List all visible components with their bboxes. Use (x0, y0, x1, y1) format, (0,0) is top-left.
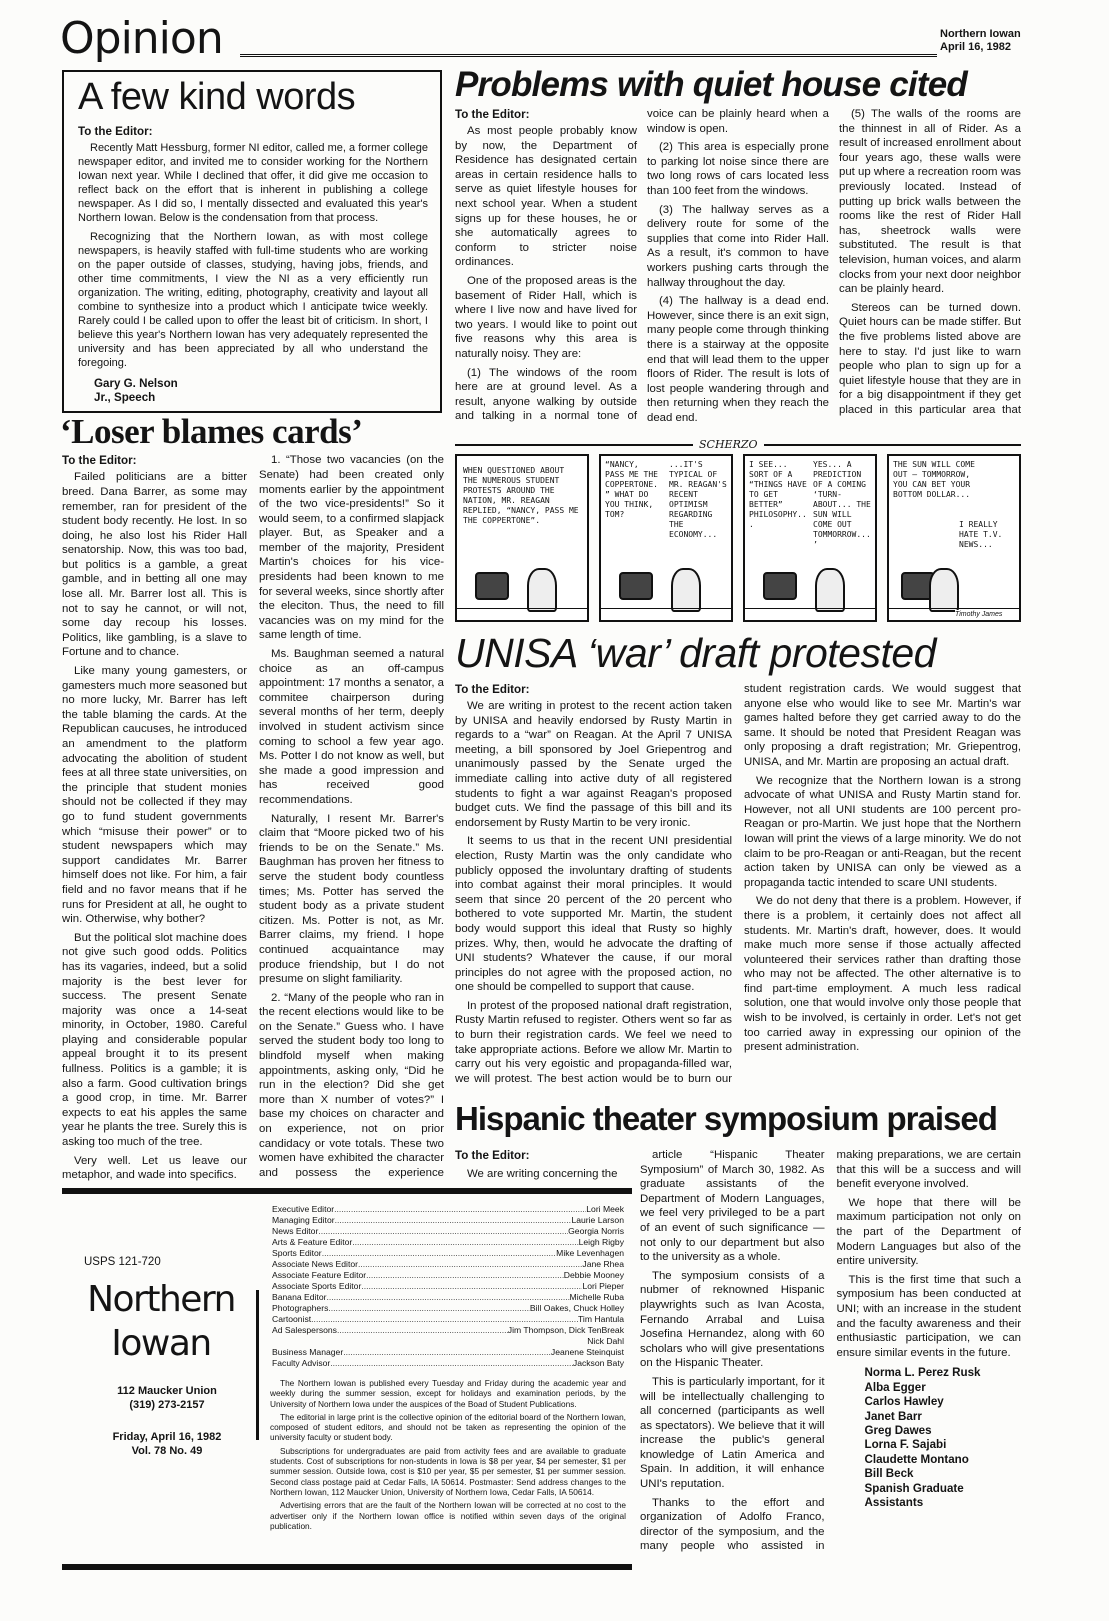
leader-dots (330, 1358, 573, 1369)
staff-list (272, 1204, 624, 1369)
paragraph: We do not deny that there is a problem. However, if there is a problem, it certainly does not affect all students. Mr. Martin's draft, however, does. It would make much more sense if those actually affected volunteered their services rather than drafting those who may not be affected. The other alternative is to find part-time employment. A much less radical solution, one that would involve only those people that wish to be involved, is certainly in order. Let's not get too carried away in expressing our opinion of the present administration. (744, 895, 1021, 1054)
paragraph: Stereos can be turned down. Quiet hours can be made stiffer. But the five problems listed above are here to stay. I'd just like to warn people who plan to sign up for a quiet lifestyle house that they are in for a big disappointment if they get placed in this particular area that (839, 301, 1021, 416)
paragraph: 2. “Many of the people who ran in the recent elections would like to be on the Senate.” Guess who. I have served the student body too long to blindfold myself when making appointments, asking only, “Did he run in the election? Did she get more than X number of votes?” I base my choices on character and on experience, not on prior candidacy or vote totals. These two women have exhibited the character and possess the experience (259, 991, 444, 1179)
staff-role: Associate News Editor (272, 1259, 358, 1269)
paragraph: Recently Matt Hessburg, former NI editor, called me, a former college newspaper editor, and invited me to consider working for the Northern Iowan next year. While I declined that offer, it did give me occasion to reflect back on the effort that is inherent in publishing a college newspaper. As I did so, I mentally dissected and evaluated this year's Northern Iowan. Below is the condensation from that process. (78, 142, 428, 225)
speech-text: I REALLY HATE T.V. NEWS... (959, 520, 1003, 549)
staff-row (272, 1215, 624, 1226)
speech-text: I SEE... SORT OF A “THINGS HAVE TO GET BETTER” PHILOSOPHY... (749, 460, 807, 529)
staff-name: Nick Dahl (587, 1336, 624, 1346)
signature-line: Spanish Graduate Assistants (864, 1481, 964, 1509)
paragraph: Recognizing that the Northern Iowan, as with most college newspapers, is heavily staffed with full-time students who are working on the paper outside of classes, studying, having jobs, friends, and other time commitments, I view the NI as a very efficiently run organization. The writing, editing, photography, creativity and layout all combine to synthesize into a product which I anticipate twice weekly. Rarely could I be called upon to offer the least bit of criticism. In short, I believe this year's Northern Iowan has very adequately represented the university and has been appreciated by all who understand the foregoing. (78, 230, 428, 370)
signature-line: Alba Egger (864, 1380, 926, 1394)
volume: Vol. 78 No. 49 (131, 1445, 203, 1457)
headline-problems: Problems with quiet house cited (455, 65, 967, 104)
staff-row (272, 1292, 624, 1303)
leader-dots (318, 1226, 568, 1237)
staff-row (272, 1281, 624, 1292)
article-a-few-kind-words (62, 70, 442, 413)
speech-text: ...IT'S TYPICAL OF MR. REAGAN'S RECENT OPTIMISM REGARDING THE ECONOMY... (669, 460, 727, 539)
person-figure (527, 568, 557, 612)
leader-dots (322, 1248, 556, 1259)
staff-row (272, 1259, 624, 1270)
paragraph: It seems to us that in the recent UNI presidential election, Rusty Martin was the only candidate who publicly opposed the involuntary drafting of students into combat against their moral principles. It would seem that since 20 percent of the 20 percent who bothered to vote supported Mr. Martin, the student body would support this ideal that Rusty so highly prizes. Why, then, would he advocate the drafting of UNI students? Whatever the cause, if our moral principles do not agree with the proposed action, no one should be compelled to support that cause. (455, 835, 732, 994)
leader-dots (343, 1347, 551, 1358)
salutation: To the Editor: (455, 108, 530, 121)
masthead-box (62, 1188, 632, 1570)
staff-name: Jackson Baty (572, 1358, 624, 1368)
paragraph: The symposium consists of a nubmer of reknowned Hispanic playwrights such as Ivan Acosta, Fernando Arrabal and Luisa Josefina Hernandez, along with 60 scholars who will give presentations on the Hispanic Theater. (640, 1269, 825, 1370)
publication-notes (270, 1378, 626, 1534)
staff-name: Jeanene Steinquist (550, 1347, 624, 1357)
section-rule (240, 54, 937, 57)
staff-row (272, 1336, 624, 1347)
leader-dots (334, 1204, 586, 1215)
signature (78, 377, 428, 406)
speech-text: “NANCY, PASS ME THE COPPERTONE.” WHAT DO YOU THINK, TOM? (605, 460, 658, 519)
staff-role: Arts & Feature Editor (272, 1237, 353, 1247)
staff-role: News Editor (272, 1226, 319, 1236)
speech-text: THE SUN WILL COME OUT — TOMMORROW, YOU CAN BET YOUR BOTTOM DOLLAR... (893, 460, 975, 499)
staff-name: Jane Rhea (582, 1259, 624, 1269)
note-paragraph: Subscriptions for undergraduates are paid from activity fees and are available to graduate students. Cost of subscriptions for non-students in Iowa is $8 per year, $4 per semester, $1 per summer session. Outside Iowa, cost is $10 per year, $5 per semester, $1 per summer session. Second class postage paid at Cedar Falls, IA 50614. Postmaster: Send address changes to the Northern Iowan, 112 Maucker Union, University of Northern Iowa, Cedar Falls, IA 50614. (270, 1445, 626, 1497)
staff-name: Mike Levenhagen (556, 1248, 624, 1258)
paragraph: (3) The hallway serves as a delivery route for some of the supplies that come into Rider Hall. As a result, it's common to have workers pushing carts through the hallway throughout the day. (647, 203, 829, 289)
staff-role: Associate Feature Editor (272, 1270, 367, 1280)
floor-line (457, 608, 589, 609)
logo-line-1: Northern (87, 1279, 235, 1320)
headline: A few kind words (78, 76, 356, 118)
paragraph: One of the proposed areas is the basement of Rider Hall, which is where I live now and have lived for two years. I would like to point out five reasons why this area is naturally noisy. They are: (455, 274, 637, 360)
note-paragraph: The editorial in large print is the collective opinion of the editorial board of the Northern Iowan, composed of student editors, and should not be taken as representing the opinion of the university faculty or student body. (270, 1411, 626, 1443)
staff-name: Michelle Ruba (569, 1292, 624, 1302)
salutation: To the Editor: (455, 683, 530, 696)
paragraph: Naturally, I resent Mr. Barrer's claim that “Moore picked two of his friends to be on the Senate.” Ms. Baughman has proven her fitness to serve the student body countless times; Ms. Potter has served the student body as a private student citizen. Ms. Potter is not, as Mr. Barrer claims, my friend. I hope continued acquaintance may produce friendship, but I do not presume on slight familiarity. (259, 812, 444, 986)
signature-line: Greg Dawes (864, 1423, 932, 1437)
signature (837, 1366, 1022, 1510)
paper-name: Northern Iowan (940, 28, 1021, 40)
staff-row (272, 1303, 624, 1314)
comic-signature: Timothy James (955, 611, 1003, 618)
leader-dots (328, 1303, 530, 1314)
person-figure (929, 568, 959, 612)
logo-bar (256, 1290, 259, 1440)
note-paragraph: The Northern Iowan is published every Tuesday and Friday during the academic year and weekly during the summer session, except for holidays and examination periods, by the University of Northern Iowa under the auspices of the Boad of Student Publications. (270, 1378, 626, 1409)
paragraph: article “Hispanic Theater Symposium” of March 30, 1982. As graduate assistants of the Department of Modern Languages, we feel very privileged to be a part of an event of such significance — not only to our department but also to the university as a whole. (640, 1149, 825, 1264)
leader-dots (335, 1215, 572, 1226)
staff-role: Banana Editor (272, 1292, 327, 1302)
comic-panel (599, 454, 733, 622)
floor-line (745, 608, 877, 609)
salutation: To the Editor: (455, 1149, 530, 1162)
staff-row (272, 1226, 624, 1237)
television-icon (763, 572, 797, 600)
section-title: Opinion (60, 13, 223, 64)
paragraph: This is the first time that such a symposium has been conducted at UNI; with an increase in the student and the faculty awareness and their enthusiastic participation, we can ensure similar events in the future. (836, 1273, 1021, 1359)
staff-row (272, 1314, 624, 1325)
speech-text: WHEN QUESTIONED ABOUT THE NUMEROUS STUDENT PROTESTS AROUND THE NATION, MR. REAGAN REPLIED, “NANCY, PASS ME THE COPPERTONE”. (463, 466, 579, 525)
leader-dots (326, 1292, 569, 1303)
staff-role: Ad Salespersons (272, 1325, 337, 1335)
signature-line: Bill Beck (864, 1467, 914, 1481)
signature-line: Janet Barr (864, 1409, 922, 1423)
left-column (62, 70, 444, 1186)
headline-unisa: UNISA ‘war’ draft protested (455, 630, 936, 676)
salutation: To the Editor: (62, 454, 137, 468)
signature-line: Lorna F. Sajabi (864, 1438, 947, 1452)
signature-line: Gary G. Nelson (94, 376, 178, 390)
paragraph: (4) The hallway is a dead end. However, since there is an exit sign, many people come through thinking there is a stairway at the opposite end that will lead them to the upper floors of Rider. The result is lots of lost people wandering through and then returning when they reach the dead end. (647, 295, 829, 424)
address: 112 Maucker Union (117, 1385, 217, 1397)
leader-dots (358, 1259, 582, 1270)
staff-name: Tim Hantula (577, 1314, 624, 1324)
usps-number: USPS 121-720 (84, 1256, 161, 1268)
paragraph: Like many young gamesters, or gamesters much more seasoned but no more lucky, Mr. Barrer has left the table blaming the cards. At the Republican caucuses, he introduced an amendment to the platform advocating the abolition of student fees at all three state universities, on the principle that student monies should not be collected if they may go to fund student governments which “misuse their power” or to student newspapers which may support candidates Mr. Barrer himself does not like. For him, a fair field and no favor means that if he runs for President at all, he ought to win. Otherwise, why bother? (62, 665, 247, 926)
signature-line: Claudette Montano (864, 1452, 969, 1466)
staff-row (272, 1358, 624, 1369)
paragraph: But the political slot machine does not give such good odds. Politics has its vagaries, indeed, but a solid majority is the best lever for success. The present Senate majority was once a 14-seat minority, in October, 1980. Careful playing and considerable popular appeal brought it to its present fullness. Politics is a gamble; it is also a farm. Good cultivation brings a good crop, in time. Mr. Barrer expects to eat his apples the same year he plants the tree. Surely this is asking too much of the tree. (62, 931, 247, 1149)
paragraph: Very well. Let us leave our metaphor, and wade into specifics. (62, 1154, 247, 1182)
staff-row (272, 1248, 624, 1259)
staff-name: Lori Meek (586, 1204, 624, 1214)
paragraph: (2) This area is especially prone to parking lot noise since there are two long rows of cars located less than 100 feet from the windows. (647, 141, 829, 197)
issue-date: Friday, April 16, 1982 (112, 1431, 222, 1443)
person-figure (815, 568, 845, 612)
staff-role: Managing Editor (272, 1215, 335, 1225)
staff-name: Leigh Rigby (578, 1237, 624, 1247)
staff-role: Associate Sports Editor (272, 1281, 362, 1291)
article-problems-body (455, 107, 1021, 435)
newspaper-logo (72, 1278, 250, 1366)
leader-dots (352, 1237, 578, 1248)
staff-row (272, 1270, 624, 1281)
headline-hispanic: Hispanic theater symposium praised (455, 1100, 997, 1137)
article-hispanic-body (640, 1148, 1021, 1568)
staff-role: Business Manager (272, 1347, 344, 1357)
headline-loser: ‘Loser blames cards’ (60, 412, 363, 452)
paragraph: As most people probably know by now, the Department of Residence has designated certain areas in certain residence halls to serve as quiet lifestyle houses for next school year. When a student signs up for these houses, he or she automatically agrees to conform to stricter noise ordinances. (455, 125, 637, 269)
comic-panel (887, 454, 1021, 622)
signature-line: Jr., Speech (94, 390, 156, 404)
staff-row (272, 1237, 624, 1248)
dateline (940, 28, 1021, 54)
television-icon (475, 572, 509, 600)
staff-row (272, 1325, 624, 1336)
staff-name: Lori Pieper (582, 1281, 624, 1291)
television-icon (619, 572, 653, 600)
issue-date: April 16, 1982 (940, 41, 1011, 53)
paragraph: This is particularly important, for it will be intellectually challenging to all concerned (participants as well as spectators). We believe that it will increase the public's general knowledge of Latin America and Spain. In addition, it will enhance UNI's reputation. (640, 1375, 825, 1491)
paragraph: In protest of the proposed national draft registration, Rusty Martin refused to register. Others went so far as to burn their registration cards. We feel we need to take appropriate actions. Before we allow Mr. Martin to carry out his very egoistic and propaganda-filled war, we will protest. The best action would be to burn our student registration cards. We would suggest that anyone else who would like to see Mr. Martin's war games halted before they get carried away to do the same. It should be noted that President Reagan was only proposing a draft registration; Mr. Griepentrog, UNISA, and Mr. Martin are proposing an actual draft. (455, 683, 1021, 1085)
paragraph: Ms. Baughman seemed a natural choice as an off-campus appointment: 17 months a senator, a commitee chairperson during several months of her term, deeply involved in student activism since coming to school a few year ago. Ms. Potter I do not know as well, but she made a good impression and has received good recommendations. (259, 648, 444, 806)
staff-role: Photographers (272, 1303, 329, 1313)
staff-row (272, 1204, 624, 1215)
comic-title: SCHERZO (693, 438, 764, 451)
signature-line: Norma L. Perez Rusk (864, 1366, 981, 1380)
paragraph: 1. “Those two vacancies (on the Senate) had been created only moments earlier by the appointment of the two vice-presidents!” So it would seem, to a confirmed slapjack player. But, as Speaker and a member of the majority, President Martin's choices for his vice-presidents had been known to me for several weeks, since shortly after the eleciton. Thus, the need to fill vacancies was on my mind for the same length of time. (259, 454, 444, 642)
staff-role: Executive Editor (272, 1204, 335, 1214)
comic-panel (455, 454, 589, 622)
floor-line (889, 608, 1021, 609)
floor-line (601, 608, 733, 609)
staff-name: Georgia Norris (568, 1226, 624, 1236)
paragraph: (5) The walls of the rooms are the thinnest in all of Rider. As a result of increased enrollment about four years ago, these walls were put up where a recreation room was previously located. Instead of putting up brick walls between the rooms like the rest of Rider Hall has, sheetrock walls were substituted. The result is that television, human voices, and alarm clocks from your next door neighbor can be plainly heard. (839, 108, 1021, 296)
paragraph: Failed politicians are a bitter breed. Dana Barrer, as some may remember, ran for president of the student body recently. He lost. In so doing, he also lost his Rider Hall senatorship. Now, this was too bad, but politics is a gamble, a great gamble, and in betting all one may lose all. Mr. Barrer lost all. This is not to say he cannot, or will not, some day recoup his losses. Politics, like gambling, is a slave to Fortune and to chance. (62, 471, 247, 659)
speech-text: YES... A PREDICTION OF A COMING ‘TURN-ABOUT... THE SUN WILL COME OUT TOMMORROW...’ (813, 460, 871, 549)
staff-name: Bill Oakes, Chuck Holley (529, 1303, 624, 1313)
staff-role: Faculty Advisor (272, 1358, 331, 1368)
leader-dots (337, 1325, 508, 1336)
signature-line: Carlos Hawley (864, 1395, 944, 1409)
staff-role: Sports Editor (272, 1248, 322, 1258)
staff-role: Cartoonist (272, 1314, 312, 1324)
paragraph: We hope that there will be maximum participation not only on the part of the Department of Modern Languages but also of the entire university. (836, 1196, 1021, 1268)
leader-dots (361, 1281, 582, 1292)
paragraph: We are writing in protest to the recent action taken by UNISA and heavily endorsed by Rusty Martin in regards to a “war” on Reagan. At the April 7 UNISA meeting, a bill sponsored by Joel Griepentrog and unanimously passed by the Senate urged the immediate calling into active duty of all registered students to fight a war against Reagan's proposed budget cuts. We find the passage of this bill and its endorsement by Rusty Martin to be very ironic. (455, 700, 732, 829)
lead-text: We are writing concerning the (467, 1168, 618, 1180)
paragraph: (1) The windows of the room here are at ground level. As a result, anyone walking by outside and talking in a normal tone of voice can be plainly heard when a window is open. (455, 108, 829, 423)
salutation: To the Editor: (78, 125, 153, 138)
paragraph: Thanks to the effort and organization of Adolfo Franco, director of the symposium, and the many people who assisted in making preparations, we are certain that this will be a success and will benefit everyone involved. (640, 1149, 1021, 1553)
comic-panel (743, 454, 877, 622)
logo-line-2: Iowan (111, 1323, 211, 1364)
staff-name: Debbie Mooney (563, 1270, 624, 1280)
note-paragraph: Advertising errors that are the fault of the Northern Iowan will be corrected at no cost to the advertiser only if the Northern Iowan office is notified within seven days of the original publication. (270, 1500, 626, 1531)
comic-strip (455, 438, 1021, 628)
staff-row (272, 1347, 624, 1358)
article-loser-body (62, 453, 444, 1186)
phone: (319) 273-2157 (129, 1399, 205, 1411)
staff-name: Laurie Larson (571, 1215, 624, 1225)
leader-dots (366, 1270, 564, 1281)
leader-dots (311, 1314, 578, 1325)
person-figure (671, 568, 701, 612)
article-unisa-body (455, 682, 1021, 1096)
paragraph: We recognize that the Northern Iowan is a strong advocate of what UNISA and Rusty Martin stand for. However, not all UNI students are 100 percent pro-Reagan or pro-Martin. We just hope that the Northern Iowan will print the views of a large minority. We do not claim to be pro-Reagan or anti-Reagan, but the recent action taken by UNISA can only be viewed as a propaganda tactic intended to scare UNI students. (744, 774, 1021, 889)
staff-name: Jim Thompson, Dick TenBreak (507, 1325, 624, 1335)
article-hispanic-lead (455, 1148, 633, 1186)
